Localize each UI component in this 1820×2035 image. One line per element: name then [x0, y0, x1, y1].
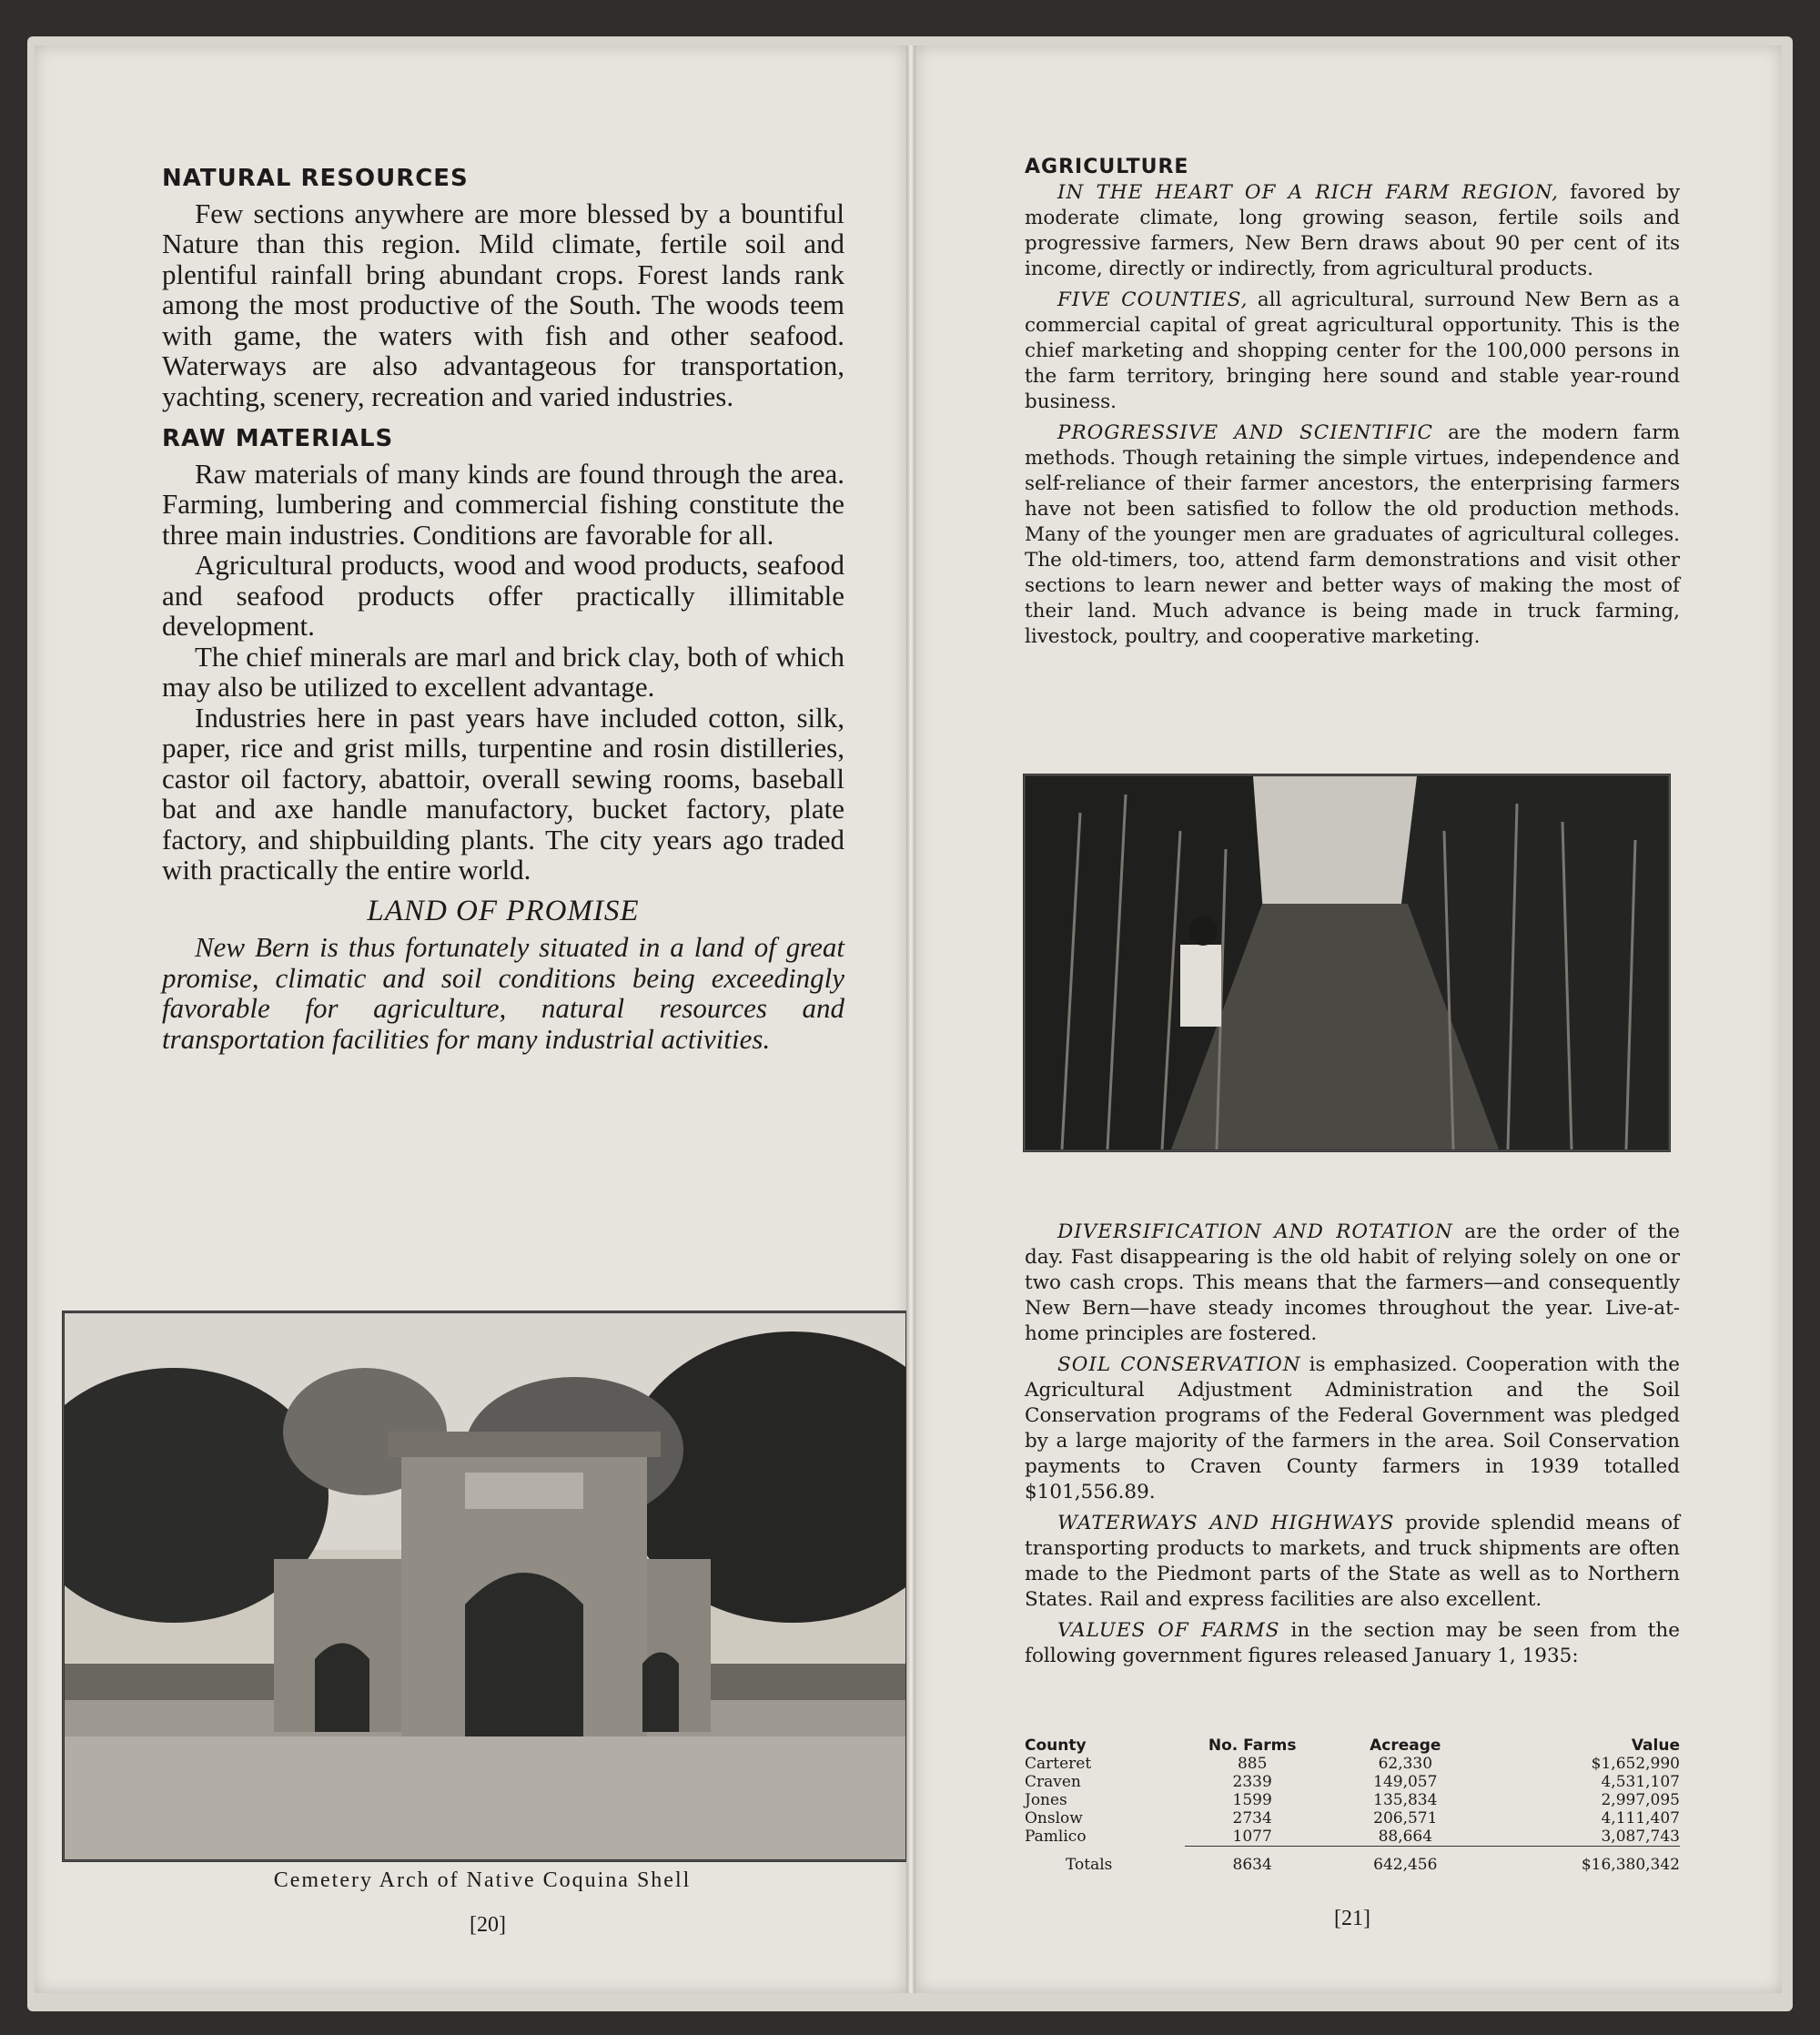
table-cell: 4,531,107 [1601, 1773, 1680, 1791]
table-cell: 4,111,407 [1601, 1809, 1680, 1827]
totals-label: Totals [1066, 1855, 1113, 1874]
table-cell: 1599 [1232, 1791, 1272, 1809]
page-number-left: [20] [470, 1913, 506, 1937]
paragraph-body: provide splendid means of transporting products to markets, and truck shipments are often made to the Piedmont parts of the State as well as to Northern States. Rail and express facilities are also excellent. [1025, 1512, 1680, 1611]
table-cell: 135,834 [1373, 1791, 1438, 1809]
page-number-right: [21] [1334, 1907, 1370, 1930]
column-header: Value [1631, 1736, 1680, 1755]
agriculture-paragraph [1025, 1618, 1680, 1669]
table-cell: Carteret [1025, 1755, 1092, 1773]
table-cell: 88,664 [1378, 1827, 1433, 1846]
cemetery-arch-photo [62, 1311, 908, 1862]
paragraph-lead: FIVE COUNTIES, [1057, 289, 1249, 311]
table-cell: Onslow [1025, 1809, 1083, 1827]
natural-resources-text: Few sections anywhere are more blessed by a bountiful Nature than this region. Mild climate, fertile soil and plentiful rainfall bring abundant crops. Forest lands rank among the most productive of the South. The woods teem with game, the waters with fish and other seafood. Waterways are also advantageous for transportation, yachting, scenery, recreation and varied industries. [162, 197, 844, 412]
agriculture-paragraph [1025, 288, 1680, 415]
raw-materials-paragraph: Raw materials of many kinds are found through the area. Farming, lumbering and commercial fishing constitute the three main industries. Conditions are favorable for all. [162, 457, 844, 551]
right-page [915, 46, 1782, 1993]
table-cell: 3,087,743 [1601, 1827, 1680, 1846]
table-row [1025, 1809, 1680, 1827]
table-row [1025, 1827, 1680, 1847]
table-header-row [1025, 1736, 1680, 1755]
paragraph-body: are the order of the day. Fast disappearing is the old habit of relying solely on one or two cash crops. This means that the farmers—and consequently New Bern—have steady incomes throughout the year. Live-at-home principles are fostered. [1025, 1220, 1680, 1345]
agriculture-paragraph [1025, 180, 1680, 282]
raw-materials-paragraph: Industries here in past years have included cotton, silk, paper, rice and grist mills, turpentine and rosin distilleries, castor oil factory, abattoir, overall sewing rooms, baseball bat and axe handle manufactory, bucket factory, plate factory, and shipbuilding plants. The city years ago traded with practically the entire world. [162, 701, 844, 886]
raw-materials-paragraph: Agricultural products, wood and wood products, seafood and seafood products offer practically illimitable development. [162, 549, 844, 642]
agriculture-paragraph [1025, 420, 1680, 650]
raw-materials-paragraph: The chief minerals are marl and brick clay, both of which may also be utilized to excellent advantage. [162, 640, 844, 703]
raw-materials-heading: RAW MATERIALS [162, 425, 394, 452]
paragraph-lead: DIVERSIFICATION AND ROTATION [1057, 1220, 1453, 1243]
land-of-promise-heading: LAND OF PROMISE [367, 894, 640, 927]
table-cell: Pamlico [1025, 1827, 1087, 1847]
table-row [1025, 1773, 1680, 1791]
paragraph-lead: VALUES OF FARMS [1057, 1619, 1280, 1642]
totals-cell: 642,456 [1320, 1847, 1491, 1875]
agriculture-paragraph [1025, 1511, 1680, 1613]
table-cell: 1077 [1232, 1827, 1272, 1846]
farm-values-table [1025, 1736, 1680, 1874]
paragraph-lead: SOIL CONSERVATION [1057, 1353, 1301, 1376]
paragraph-lead: WATERWAYS AND HIGHWAYS [1057, 1512, 1395, 1534]
paragraph-body: favored by moderate climate, long growing season, fertile soils and progressive farmers, New Bern draws about 90 per cent of its income, directly or indirectly, from agricultural products. [1025, 181, 1680, 280]
table-row [1025, 1791, 1680, 1809]
column-header: No. Farms [1208, 1736, 1297, 1755]
table-cell: $1,652,990 [1591, 1755, 1680, 1773]
agriculture-paragraph [1025, 1352, 1680, 1505]
paragraph-lead: IN THE HEART OF A RICH FARM REGION, [1057, 181, 1559, 204]
table-cell: 2734 [1232, 1809, 1272, 1827]
agriculture-heading: AGRICULTURE [1025, 156, 1189, 178]
cornfield-image [1026, 776, 1668, 1149]
table-row [1025, 1755, 1680, 1773]
paragraph-lead: PROGRESSIVE AND SCIENTIFIC [1057, 421, 1433, 444]
table-cell: 2339 [1232, 1773, 1272, 1791]
cornfield-photo [1023, 774, 1671, 1152]
paragraph-body: are the modern farm methods. Though retaining the simple virtues, independence and self-reliance of their farmer ancestors, the enterprising farmers have not been satisfied to follow the old production methods. Many of the younger men are graduates of agricultural colleges. The old-timers, too, attend farm demonstrations and visit other sections to learn newer and better ways of making the most of their land. Much advance is being made in truck farming, livestock, poultry, and cooperative marketing. [1025, 421, 1680, 648]
paragraph-body: in the section may be seen from the following government figures released January 1, 1935: [1025, 1619, 1680, 1667]
open-booklet [27, 36, 1793, 2011]
natural-resources-heading: NATURAL RESOURCES [162, 165, 469, 192]
table-cell: Jones [1025, 1791, 1067, 1809]
paragraph-body: all agricultural, surround New Bern as a commercial capital of great agricultural opportunity. This is the chief marketing and shopping center for the 100,000 persons in the farm territory, bringing here sound and stable year-round business. [1025, 289, 1680, 413]
table-cell: 2,997,095 [1601, 1791, 1680, 1809]
table-cell: Craven [1025, 1773, 1081, 1791]
right-text-top [1025, 155, 1680, 655]
photo-caption: Cemetery Arch of Native Coquina Shell [273, 1868, 692, 1892]
cemetery-arch-image [65, 1313, 905, 1859]
table-cell: 206,571 [1373, 1809, 1438, 1827]
paragraph-body: is emphasized. Cooperation with the Agricultural Adjustment Administration and the Soil Conservation programs of the Federal Government was pledged by a large majority of the farmers in the area. Soil Conservation payments to Craven County farmers in 1939 totalled $101,556.89. [1025, 1353, 1680, 1503]
left-text-column [162, 164, 844, 1054]
column-header: County [1025, 1736, 1087, 1755]
totals-cell: $16,380,342 [1491, 1847, 1680, 1875]
totals-cell: 8634 [1185, 1847, 1320, 1875]
table-cell: 62,330 [1378, 1755, 1433, 1773]
table-cell: 149,057 [1373, 1773, 1438, 1791]
right-text-bottom [1025, 1220, 1680, 1675]
agriculture-paragraph [1025, 1220, 1680, 1347]
table-cell: 885 [1237, 1755, 1268, 1773]
land-of-promise-text: New Bern is thus fortunately situated in a land of great promise, climatic and soil conditions being exceedingly favorable for agriculture, natural resources and transportation facilities for many industrial activities. [162, 931, 844, 1055]
column-header: Acreage [1370, 1736, 1441, 1755]
left-page [35, 46, 906, 1993]
totals-row [1025, 1847, 1680, 1875]
book-gutter [906, 46, 915, 1993]
